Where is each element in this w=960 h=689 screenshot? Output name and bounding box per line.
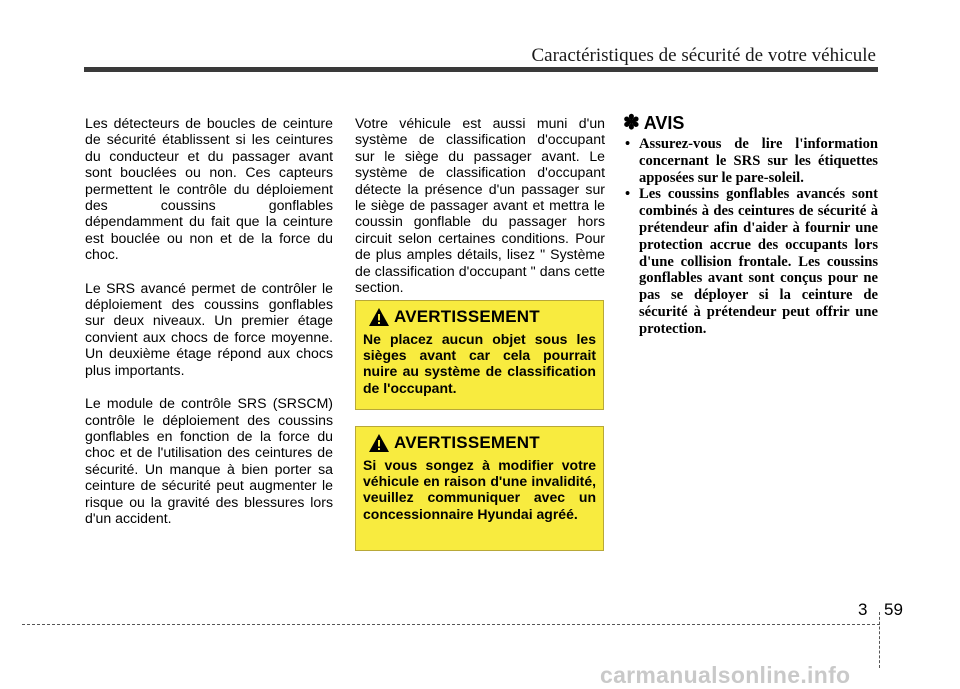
warning-text: Si vous songez à modifier votre véhicule en raison d'une invalidité, veuillez communiquer avec un concessionnaire Hyundai agréé.	[363, 457, 596, 522]
chapter-number: 3	[858, 600, 868, 619]
body-paragraph: Les détecteurs de boucles de ceinture de sécurité établissent si les ceintures du conducteur et du passager avant sont bouclées ou non. Ces capteurs permettent le contrôle du déploiement des coussins gonflables dépendamment du fait que la ceinture est bouclée ou non et de la force du choc.	[85, 115, 333, 263]
right-column	[623, 113, 878, 338]
warning-title: AVERTISSEMENT	[394, 307, 540, 326]
chapter-title: Caractéristiques de sécurité de votre véhicule	[531, 45, 876, 66]
warning-text: Ne placez aucun objet sous les sièges avant car cela pourrait nuire au système de classification de l'occupant.	[363, 331, 596, 396]
warning-header	[363, 433, 596, 453]
body-paragraph: Le SRS avancé permet de contrôler le déploiement des coussins gonflables sur deux niveaux. Un premier étage convient aux chocs de force moyenne. Un deuxième étage répond aux chocs plus importants.	[85, 279, 333, 378]
middle-column	[355, 115, 605, 312]
body-paragraph: Votre véhicule est aussi muni d'un système de classification d'occupant sur le siège du passager avant. Le système de classification d'occupant détecte la présence d'un passager sur le siège de passager avant et mettra le coussin gonflable du passager hors circuit selon certaines conditions. Pour de plus amples détails, lisez " Système de classification d'occupant " dans cette section.	[355, 115, 605, 296]
notice-header	[623, 113, 878, 133]
watermark: carmanualsonline.info	[600, 662, 851, 688]
page-number-separator	[879, 612, 880, 668]
warning-box	[355, 300, 604, 410]
warning-title: AVERTISSEMENT	[394, 433, 540, 452]
notice-list	[623, 136, 878, 338]
footer-divider	[22, 624, 880, 625]
header-divider	[84, 67, 878, 72]
warning-triangle-icon	[368, 307, 390, 327]
warning-box	[355, 426, 604, 551]
warning-triangle-icon	[368, 433, 390, 453]
list-item: • Assurez-vous de lire l'information concernant le SRS sur les étiquettes apposées sur le pare-soleil.	[623, 136, 878, 186]
left-column	[85, 115, 333, 543]
list-item: • Les coussins gonflables avancés sont combinés à des ceintures de sécurité à prétendeur afin d'aider à fournir une protection accrue des occupants lors d'une collision frontale. Les coussins gonflables avant sont conçus pour ne pas se déployer si la ceinture de sécurité à prétendeur peut offrir une protection.	[623, 186, 878, 337]
page-number: 59	[884, 600, 903, 619]
notice-title: AVIS	[643, 112, 685, 133]
body-paragraph: Le module de contrôle SRS (SRSCM) contrôle le déploiement des coussins gonflables en fonction de la force du choc et de l'utilisation des ceintures de sécurité. Un manque à bien porter sa ceinture de sécurité peut augmenter le risque ou la gravité des blessures lors d'un accident.	[85, 395, 333, 526]
warning-header	[363, 307, 596, 327]
asterisk-icon: ✽	[623, 112, 640, 134]
